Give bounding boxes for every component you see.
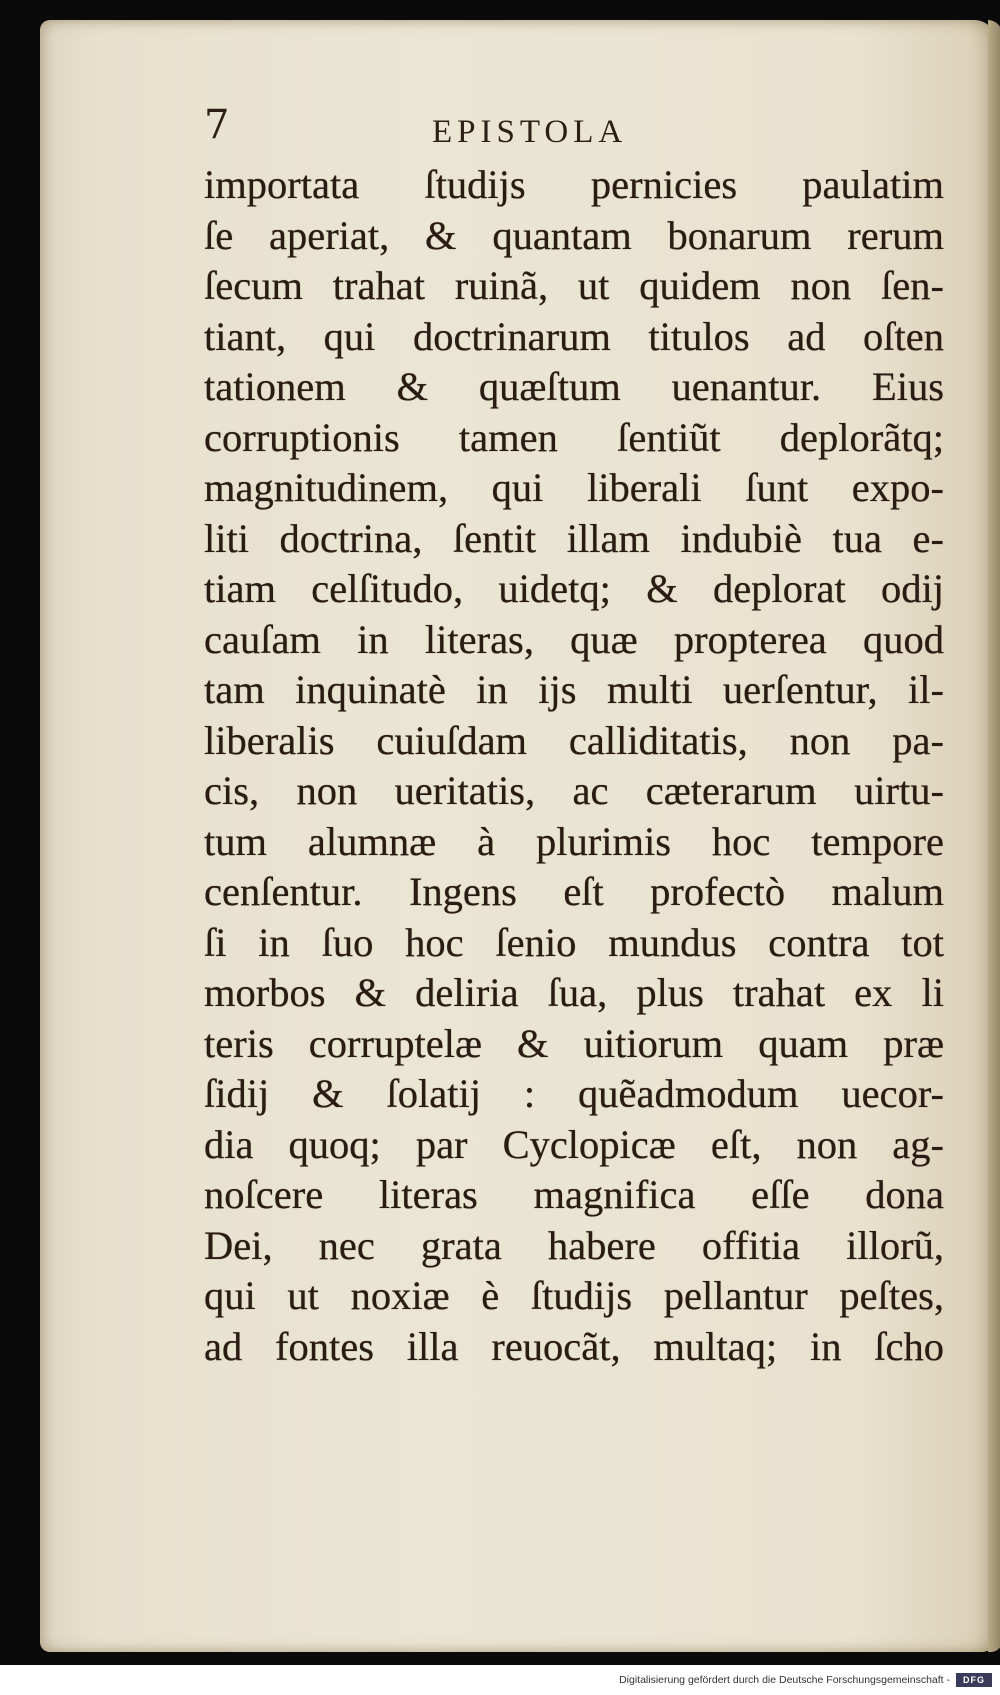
page-number: 7 bbox=[204, 102, 230, 148]
text-line: noſcere literas magnifica eſſe dona bbox=[204, 1172, 944, 1217]
text-line: ſidij & ſolatij : quẽadmodum uecor- bbox=[204, 1071, 944, 1116]
text-line: tam inquinatè in ijs multi uerſentur, il- bbox=[204, 667, 944, 712]
running-head: EPISTOLA bbox=[432, 114, 628, 150]
text-line: cis, non ueritatis, ac cæterarum uirtu- bbox=[204, 768, 944, 813]
text-line: ad fontes illa reuocãt, multaq; in ſcho bbox=[204, 1323, 944, 1369]
text-line: qui ut noxiæ è ſtudijs pellantur peſtes, bbox=[204, 1273, 944, 1318]
text-line: importata ſtudijs pernicies paulatim bbox=[204, 162, 944, 207]
text-line: tationem & quæſtum uenantur. Eius bbox=[204, 364, 944, 409]
text-line: teris corruptelæ & uitiorum quam præ bbox=[204, 1020, 944, 1066]
dfg-logo: DFG bbox=[956, 1673, 992, 1687]
text-line: ſecum trahat ruinã, ut quidem non ſen- bbox=[204, 263, 944, 308]
text-line: Dei, nec grata habere offitia illorũ, bbox=[204, 1222, 944, 1268]
text-line: corruptionis tamen ſentiũt deplorãtq; bbox=[204, 414, 944, 460]
text-line: tiant, qui doctrinarum titulos ad oſten bbox=[204, 313, 944, 359]
text-line: morbos & deliria ſua, plus trahat ex li bbox=[204, 970, 944, 1015]
body-text bbox=[204, 160, 944, 1372]
funding-credit: Digitalisierung gefördert durch die Deutsche Forschungsgemeinschaft - bbox=[619, 1674, 950, 1686]
text-line: cauſam in literas, quæ propterea quod bbox=[204, 616, 944, 662]
text-line: tiam celſitudo, uidetq; & deplorat odij bbox=[204, 566, 944, 611]
text-line: ſi in ſuo hoc ſenio mundus contra tot bbox=[204, 919, 944, 965]
text-line: tum alumnæ à plurimis hoc tempore bbox=[204, 818, 944, 864]
footer-bar bbox=[0, 1665, 1000, 1695]
text-line: liti doctrina, ſentit illam indubiè tua e- bbox=[204, 515, 944, 561]
text-line: ſe aperiat, & quantam bonarum rerum bbox=[204, 212, 944, 258]
text-line: dia quoq; par Cyclopicæ eſt, non ag- bbox=[204, 1121, 944, 1167]
text-line: liberalis cuiuſdam calliditatis, non pa- bbox=[204, 717, 944, 763]
text-line: magnitudinem, qui liberali ſunt expo- bbox=[204, 465, 944, 510]
text-line: cenſentur. Ingens eſt profectò malum bbox=[204, 869, 944, 914]
